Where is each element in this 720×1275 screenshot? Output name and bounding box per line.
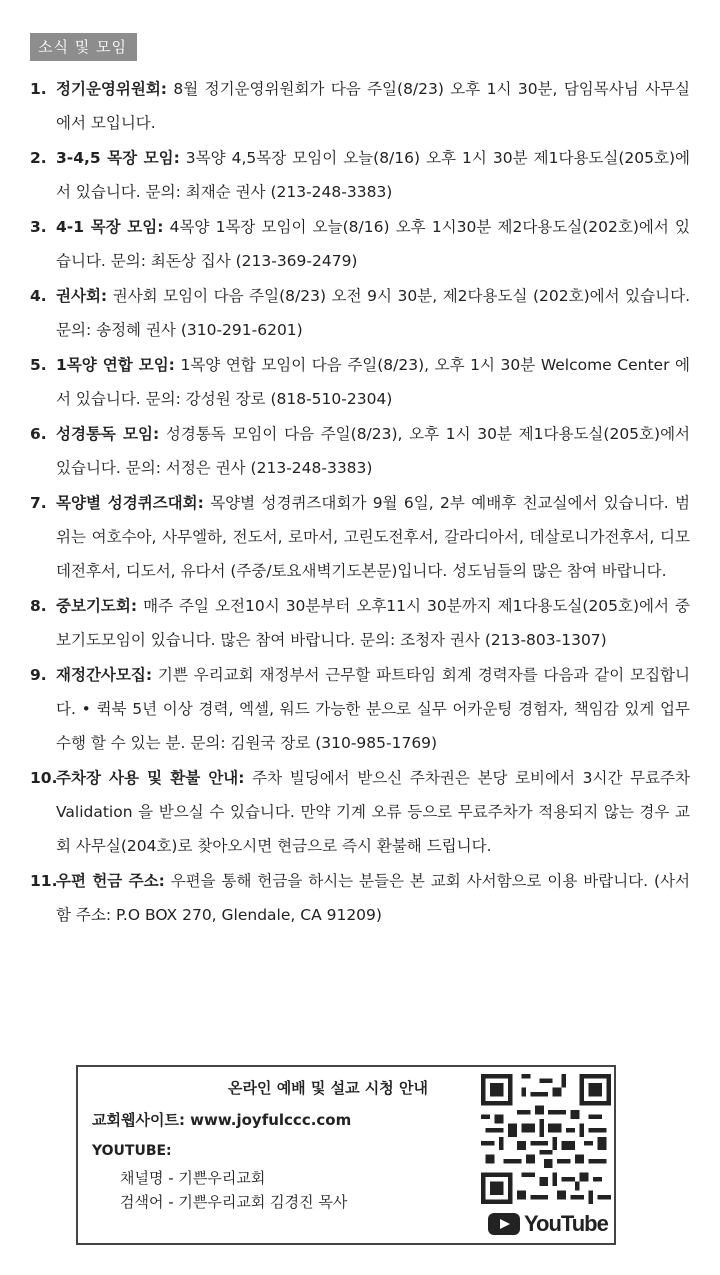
item-title: 4-1 목장 모임: (56, 218, 164, 236)
box-heading: 온라인 예배 및 설교 시청 안내 (228, 1079, 428, 1097)
play-icon (488, 1213, 520, 1235)
item-text: 성경통독 모임이 다음 주일(8/23), 오후 1시 30분 제1다용도실(205호)에서 있습니다. 문의: 서정은 권사 (213-248-3383) (56, 425, 691, 477)
section-tag: 소식 및 모임 (30, 33, 137, 61)
youtube-logo[interactable] (488, 1211, 608, 1237)
item-text: 우편을 통해 헌금을 하시는 분들은 본 교회 사서함으로 이용 바랍니다. (사서함 주소: P.O BOX 270, Glendale, CA 91209) (56, 872, 690, 924)
item-text: 1목양 연합 모임이 다음 주일(8/23), 오후 1시 30분 Welcome Center 에서 있습니다. 문의: 강성원 장로 (818-510-2304) (56, 356, 690, 408)
announcement-item (30, 658, 690, 760)
item-text: 권사회 모임이 다음 주일(8/23) 오전 9시 30분, 제2다용도실 (202호)에서 있습니다. 문의: 송정혜 권사 (310-291-6201) (56, 287, 690, 339)
announcement-item (30, 589, 690, 657)
qr-code-icon[interactable] (481, 1073, 611, 1205)
search-term: 검색어 - 기쁜우리교회 김경진 목사 (120, 1193, 348, 1211)
item-title: 목양별 성경퀴즈대회: (56, 494, 204, 512)
item-title: 3-4,5 목장 모임: (56, 149, 180, 167)
announcement-item (30, 72, 690, 140)
item-number: 10. (30, 769, 58, 787)
website-link[interactable]: 교회웹사이트: www.joyfulccc.com (92, 1111, 352, 1129)
online-worship-box (76, 1065, 616, 1245)
item-number: 5. (30, 356, 47, 374)
announcement-item (30, 141, 690, 209)
item-number: 8. (30, 597, 47, 615)
item-text: 3목양 4,5목장 모임이 오늘(8/16) 오후 1시 30분 제1다용도실(205호)에서 있습니다. 문의: 최재순 권사 (213-248-3383) (56, 149, 690, 201)
channel-name: 채널명 - 기쁜우리교회 (120, 1169, 266, 1187)
youtube-label: YOUTUBE: (92, 1143, 172, 1159)
announcement-item (30, 486, 690, 588)
item-number: 11. (30, 872, 58, 890)
announcement-item (30, 210, 690, 278)
item-number: 2. (30, 149, 47, 167)
item-title: 성경통독 모임: (56, 425, 160, 443)
youtube-logo-text: YouTube (524, 1211, 608, 1236)
item-title: 권사회: (56, 287, 108, 305)
announcement-item (30, 417, 690, 485)
item-title: 우편 헌금 주소: (56, 872, 165, 890)
item-number: 9. (30, 666, 47, 684)
item-text: 기쁜 우리교회 재정부서 근무할 파트타임 회계 경력자를 다음과 같이 모집합니다. • 퀵북 5년 이상 경력, 엑셀, 워드 가능한 분으로 실무 어카운팅 경험자, 책임감 있게 업무 수행 할 수 있는 분. 문의: 김원국 장로 (310-985-1769) (56, 666, 690, 752)
announcement-item (30, 348, 690, 416)
item-text: 목양별 성경퀴즈대회가 9월 6일, 2부 예배후 친교실에서 있습니다. 범위는 여호수아, 사무엘하, 전도서, 로마서, 고린도전후서, 갈라디아서, 데살로니가전후서, 디모데전후서, 디도서, 유다서 (주중/토요새벽기도본문)입니다. 성도님들의 많은 참여 바랍니다. (56, 494, 690, 580)
announcement-item (30, 761, 690, 863)
item-number: 7. (30, 494, 47, 512)
item-number: 6. (30, 425, 47, 443)
announcement-list (30, 72, 690, 933)
item-title: 중보기도회: (56, 597, 138, 615)
item-title: 주차장 사용 및 환불 안내: (56, 769, 245, 787)
item-number: 1. (30, 80, 47, 98)
item-number: 4. (30, 287, 47, 305)
item-title: 정기운영위원회: (56, 80, 168, 98)
item-text: 주차 빌딩에서 받으신 주차권은 본당 로비에서 3시간 무료주차 Validation 을 받으실 수 있습니다. 만약 기계 오류 등으로 무료주차가 적용되지 않는 경우 교회 사무실(204호)로 찾아오시면 현금으로 즉시 환불해 드립니다. (56, 769, 691, 855)
announcement-item (30, 279, 690, 347)
item-title: 1목양 연합 모임: (56, 356, 175, 374)
item-title: 재정간사모집: (56, 666, 153, 684)
item-text: 매주 주일 오전10시 30분부터 오후11시 30분까지 제1다용도실(205호)에서 중보기도모임이 있습니다. 많은 참여 바랍니다. 문의: 조청자 권사 (213-803-1307) (56, 597, 690, 649)
announcement-item (30, 864, 690, 932)
item-text: 4목양 1목장 모임이 오늘(8/16) 오후 1시30분 제2다용도실(202호)에서 있습니다. 문의: 최돈상 집사 (213-369-2479) (56, 218, 691, 270)
item-number: 3. (30, 218, 47, 236)
item-text: 8월 정기운영위원회가 다음 주일(8/23) 오후 1시 30분, 담임목사님 사무실에서 모입니다. (56, 80, 690, 132)
